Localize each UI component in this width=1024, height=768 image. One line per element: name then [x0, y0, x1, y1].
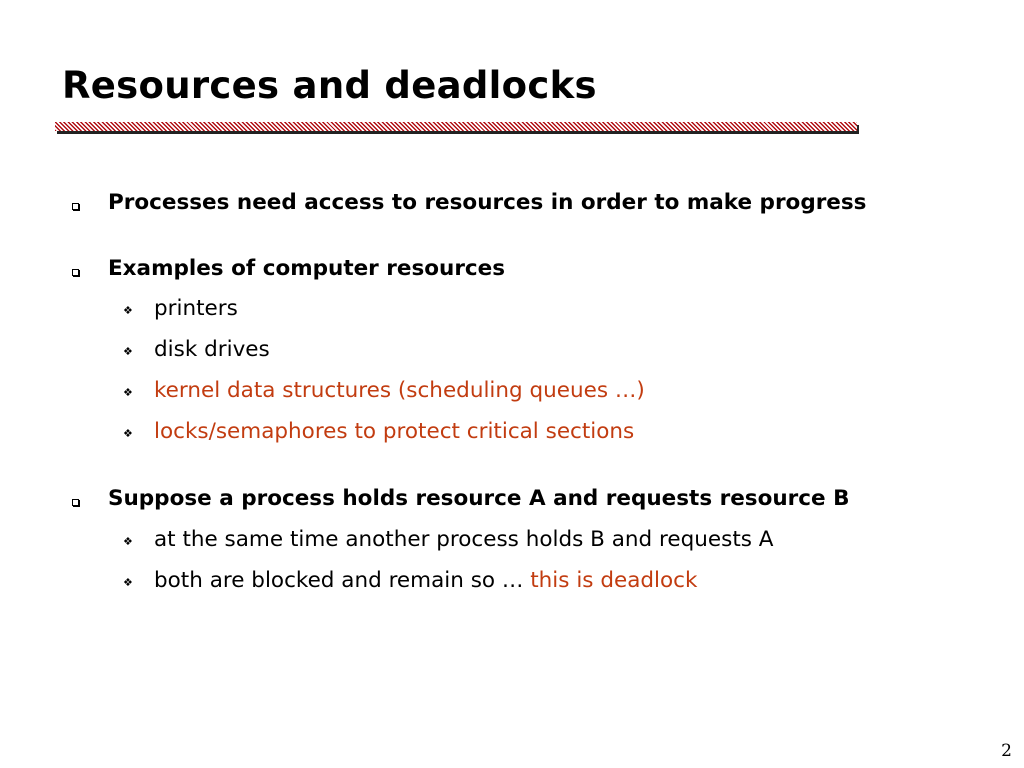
page-number: 2 — [1001, 741, 1012, 761]
title-underline-rule — [55, 122, 857, 131]
bullet-text: Processes need access to resources in order to make progress — [108, 190, 867, 215]
sub-bullet-text-plain: both are blocked and remain so … — [154, 568, 531, 593]
diamond-bullet-icon: ❖ — [123, 386, 133, 399]
deadlock-highlight-text: this is deadlock — [530, 568, 698, 593]
square-bullet-icon — [72, 269, 79, 276]
square-bullet-icon — [72, 203, 79, 210]
sub-bullet-text-mixed — [154, 565, 697, 597]
sub-bullet-text-highlighted: locks/semaphores to protect critical sections — [154, 419, 635, 444]
diamond-bullet-icon: ❖ — [123, 576, 133, 589]
diamond-bullet-icon: ❖ — [123, 345, 133, 358]
sub-bullet-text: at the same time another process holds B and requests A — [154, 527, 774, 552]
sub-bullet-text: printers — [154, 296, 238, 321]
diamond-bullet-icon: ❖ — [123, 535, 133, 548]
slide-title: Resources and deadlocks — [62, 64, 597, 107]
sub-bullet-text-highlighted: kernel data structures (scheduling queues …) — [154, 378, 645, 403]
square-bullet-icon — [72, 499, 79, 506]
bullet-text: Suppose a process holds resource A and requests resource B — [108, 486, 850, 511]
diamond-bullet-icon: ❖ — [123, 427, 133, 440]
sub-bullet-text: disk drives — [154, 337, 270, 362]
bullet-text: Examples of computer resources — [108, 256, 506, 281]
diamond-bullet-icon: ❖ — [123, 304, 133, 317]
